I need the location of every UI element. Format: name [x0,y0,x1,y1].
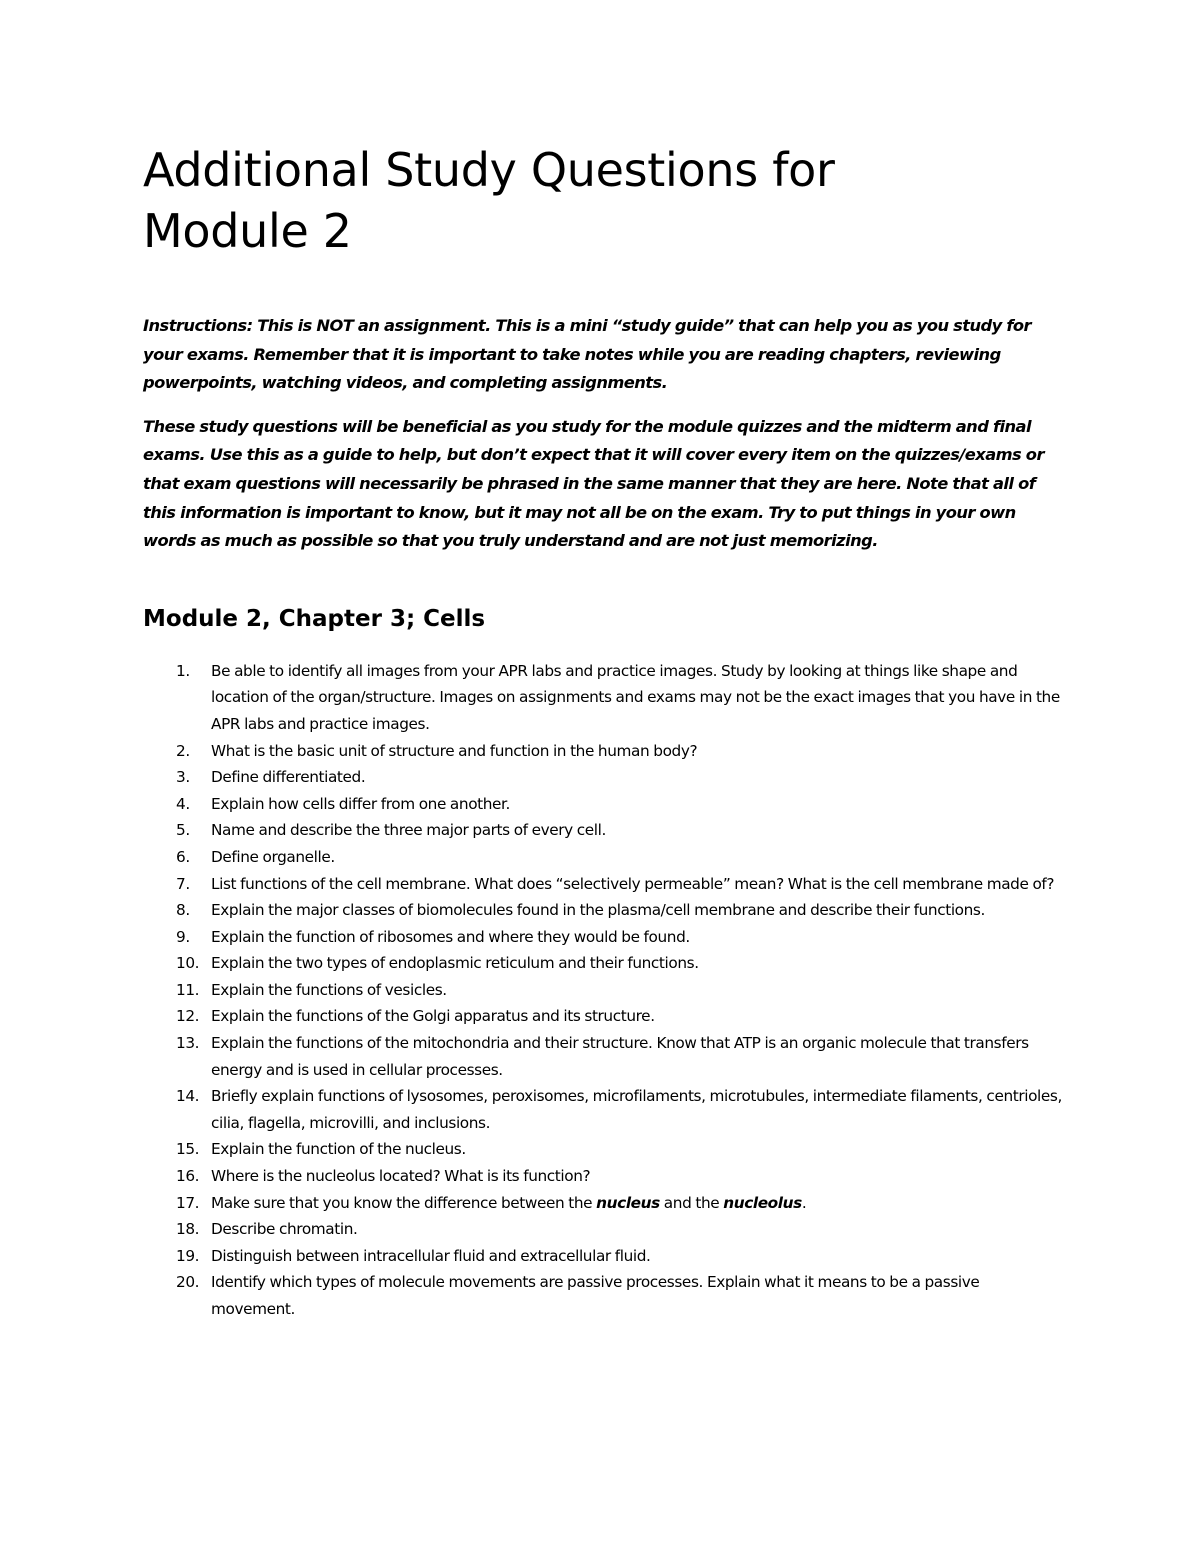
question-text [211,1194,806,1212]
question-text: Explain the functions of the Golgi apparatus and its structure. [211,1007,655,1026]
study-note-paragraph: These study questions will be beneficial as you study for the module quizzes and the midterm and final exams. Use this as a guide to help, but don’t expect that it will cover every item on the quizzes/exams or that exam questions will necessarily be phrased in the same manner that they are here. Note that all of this information is important to know, but it may not all be on the exam. Try to put things in your own words as much as possible so that you truly understand and are not just memorizing. [143,416,1044,551]
question-list [143,658,1063,1323]
title-line-1: Additional Study Questions for [143,143,835,197]
question-text: Define differentiated. [211,768,366,787]
question-item [143,924,1063,951]
question-item [143,1083,1063,1136]
question-text-part: . [801,1193,807,1212]
title-line-2: Module 2 [143,204,352,258]
question-text-part: and the [659,1193,724,1212]
question-item [143,817,1063,844]
question-item [143,738,1063,765]
question-number: 8. [176,901,190,920]
question-text: Distinguish between intracellular fluid and extracellular fluid. [211,1246,651,1265]
question-number: 13. [176,1034,200,1053]
question-number: 11. [176,980,200,999]
question-text: Explain the functions of vesicles. [211,980,447,999]
question-number: 4. [176,794,190,813]
question-number: 5. [176,821,190,840]
question-text: Explain the function of the nucleus. [211,1140,466,1159]
question-number: 14. [176,1087,200,1106]
question-item [143,897,1063,924]
question-item [143,1190,1063,1217]
question-number: 9. [176,927,190,946]
emphasized-term: nucleus [596,1193,660,1212]
question-item [143,1163,1063,1190]
document-page [143,140,1063,1323]
question-number: 15. [176,1140,200,1159]
question-item [143,1003,1063,1030]
document-title [143,140,1063,262]
question-item [143,1269,1063,1322]
question-number: 12. [176,1007,200,1026]
question-number: 19. [176,1246,200,1265]
instructions-paragraph: Instructions: This is NOT an assignment. This is a mini “study guide” that can help you as you study for your exams. Remember that it is important to take notes while you are reading chapters, reviewing powerpoints, watching videos, and completing assignments. [143,316,1031,393]
question-text: Identify which types of molecule movements are passive processes. Explain what it means to be a passive movement. [211,1273,980,1318]
question-number: 6. [176,847,190,866]
question-item [143,871,1063,898]
question-number: 16. [176,1167,200,1186]
question-text: Explain the major classes of biomolecules found in the plasma/cell membrane and describe their functions. [211,901,985,920]
question-number: 10. [176,954,200,973]
question-number: 3. [176,768,190,787]
question-text: Briefly explain functions of lysosomes, peroxisomes, microfilaments, microtubules, intermediate filaments, centrioles, cilia, flagella, microvilli, and inclusions. [211,1087,1062,1132]
question-item [143,977,1063,1004]
question-text: Be able to identify all images from your APR labs and practice images. Study by looking at things like shape and location of the organ/structure. Images on assignments and exams may not be the exact images that you have in the APR labs and practice images. [211,661,1060,733]
question-item [143,1030,1063,1083]
question-item [143,764,1063,791]
question-number: 2. [176,741,190,760]
question-number: 18. [176,1220,200,1239]
question-text: Explain the functions of the mitochondria and their structure. Know that ATP is an organic molecule that transfers energy and is used in cellular processes. [211,1034,1029,1079]
question-item [143,658,1063,738]
question-item [143,791,1063,818]
question-number: 7. [176,874,190,893]
question-text: Describe chromatin. [211,1220,358,1239]
question-text: Where is the nucleolus located? What is its function? [211,1167,591,1186]
question-item [143,844,1063,871]
question-text: Define organelle. [211,847,335,866]
question-number: 20. [176,1273,200,1292]
question-number: 17. [176,1193,200,1212]
question-text: Explain the two types of endoplasmic reticulum and their functions. [211,954,699,973]
question-text-part: Make sure that you know the difference between the [211,1193,597,1212]
question-item [143,1243,1063,1270]
question-text: Name and describe the three major parts of every cell. [211,821,606,840]
section-heading: Module 2, Chapter 3; Cells [143,605,486,632]
question-item [143,1216,1063,1243]
question-text: Explain the function of ribosomes and where they would be found. [211,927,690,946]
question-text: What is the basic unit of structure and function in the human body? [211,741,698,760]
question-item [143,1136,1063,1163]
question-number: 1. [176,661,190,680]
question-item [143,950,1063,977]
emphasized-term: nucleolus [723,1193,802,1212]
question-text: Explain how cells differ from one another. [211,794,510,813]
question-text: List functions of the cell membrane. What does “selectively permeable” mean? What is the cell membrane made of? [211,874,1055,893]
